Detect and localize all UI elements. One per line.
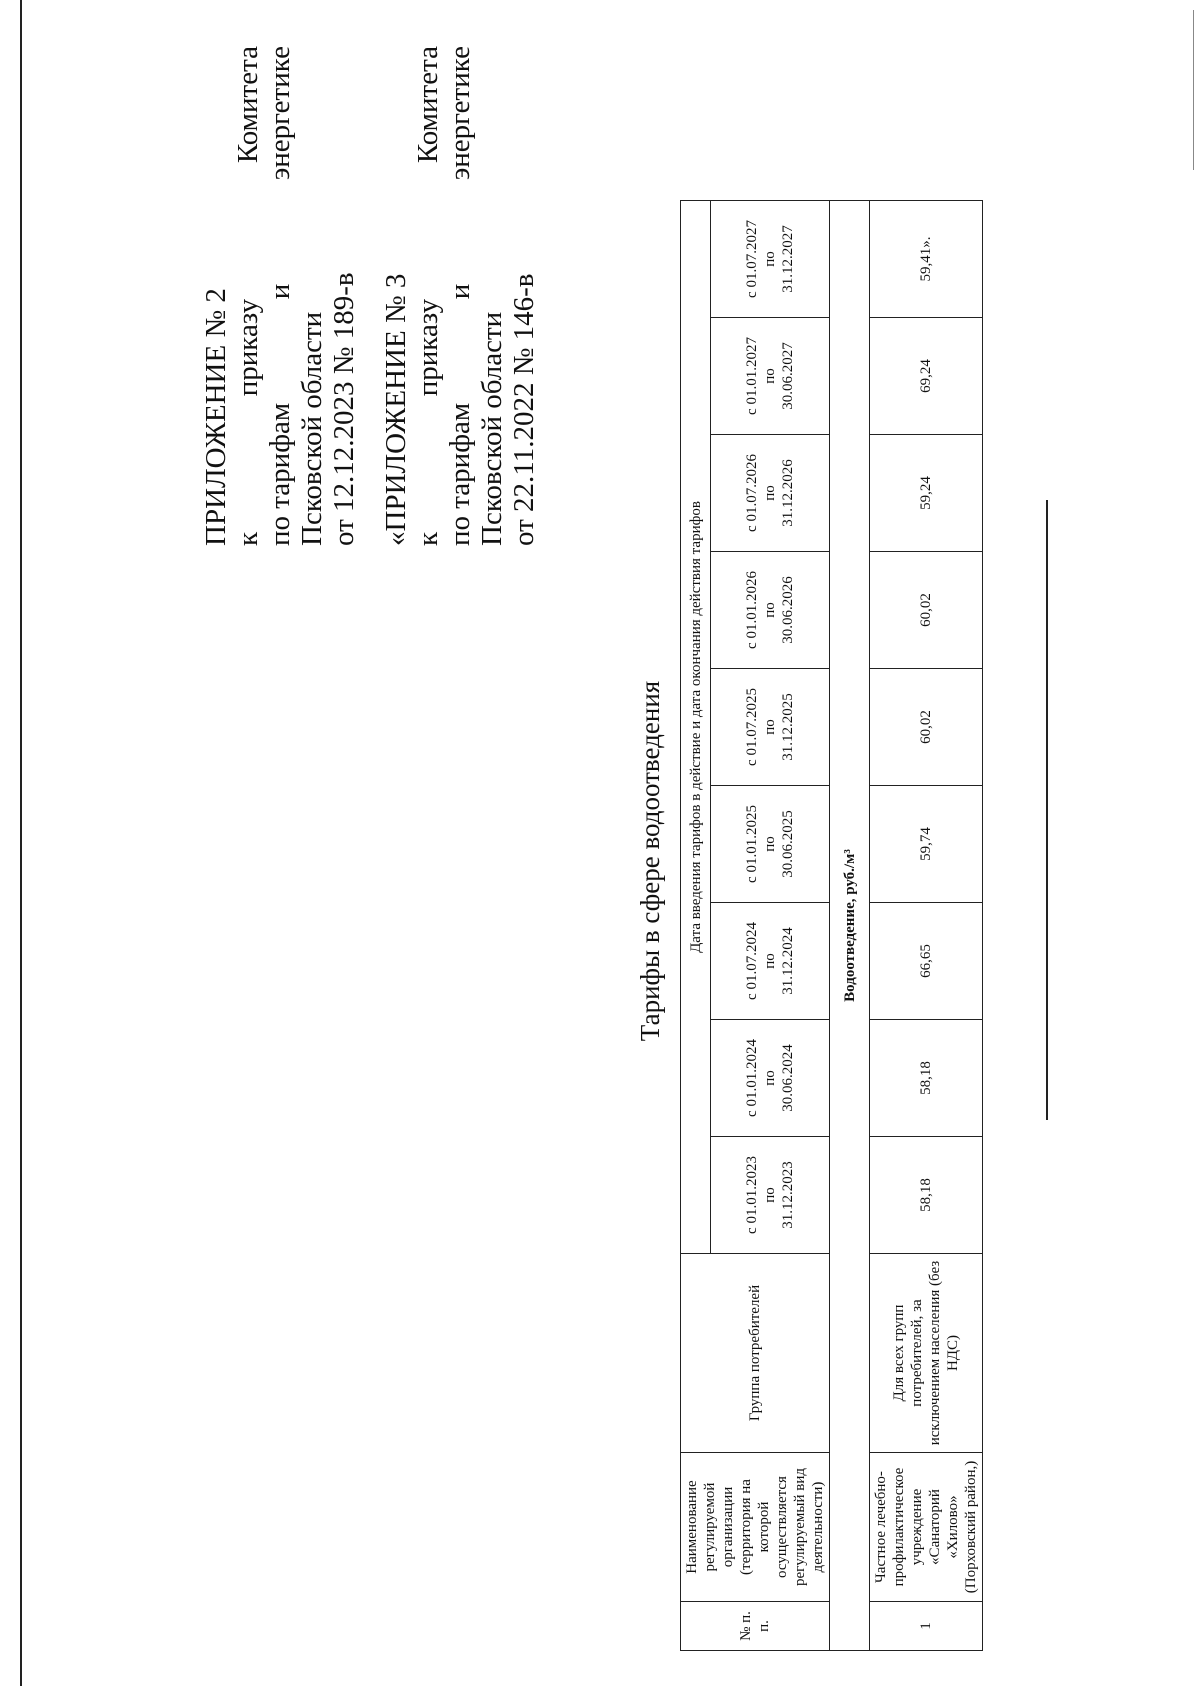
- appendix-word: и: [264, 283, 296, 300]
- period-to: 31.12.2026: [780, 459, 797, 527]
- period-to: 31.12.2024: [780, 927, 797, 995]
- appendix-word: по тарифам: [264, 402, 296, 546]
- period-by: по: [762, 1187, 779, 1203]
- appendix-word: к: [232, 531, 264, 546]
- period-header-cell: [711, 552, 830, 669]
- appendix-word: Комитета: [412, 46, 444, 164]
- scan-artifact-line-right: [1193, 10, 1194, 170]
- period-to: 30.06.2025: [780, 810, 797, 878]
- period-from: с 01.01.2027: [744, 337, 761, 415]
- header-number: № п. п.: [681, 1602, 830, 1651]
- tariff-value: 59,24: [870, 435, 983, 552]
- period-from: с 01.07.2025: [744, 688, 761, 766]
- period-by: по: [762, 953, 779, 969]
- appendix-word: энергетике: [264, 46, 296, 181]
- appendix-block-current: [200, 46, 360, 546]
- period-to: 30.06.2027: [780, 342, 797, 410]
- appendix-order-date: от 12.12.2023 № 189-в: [328, 272, 360, 546]
- period-header-cell: [711, 903, 830, 1020]
- period-from: с 01.07.2026: [744, 454, 761, 532]
- appendix-order-line: [232, 46, 264, 546]
- appendix-order-line: [412, 46, 444, 546]
- period-by: по: [762, 602, 779, 618]
- period-from: с 01.07.2027: [744, 220, 761, 298]
- row-consumer-group: Для всех групп потребителей, за исключением населения (без НДС): [870, 1254, 983, 1453]
- period-by: по: [762, 368, 779, 384]
- appendix-word: и: [444, 283, 476, 300]
- appendix-word: по тарифам: [444, 402, 476, 546]
- appendix-committee-line: [444, 46, 476, 546]
- tariff-table: [680, 200, 983, 1651]
- period-by: по: [762, 719, 779, 735]
- tariff-value: 60,02: [870, 669, 983, 786]
- period-to: 31.12.2027: [780, 225, 797, 293]
- period-to: 31.12.2025: [780, 693, 797, 761]
- period-from: с 01.01.2023: [744, 1156, 761, 1234]
- tariff-value: 60,02: [870, 552, 983, 669]
- header-consumer-group: Группа потребителей: [681, 1254, 830, 1453]
- period-to: 30.06.2024: [780, 1044, 797, 1112]
- period-header-cell: [711, 435, 830, 552]
- period-from: с 01.01.2024: [744, 1039, 761, 1117]
- period-header-cell: [711, 669, 830, 786]
- appendix-word: к: [412, 531, 444, 546]
- period-from: с 01.01.2025: [744, 805, 761, 883]
- tariff-value: 58,18: [870, 1020, 983, 1137]
- period-from: с 01.07.2024: [744, 922, 761, 1000]
- document-title: Тарифы в сфере водоотведения: [635, 680, 665, 1042]
- period-to: 31.12.2023: [780, 1161, 797, 1229]
- appendix-block-amended: [380, 46, 540, 546]
- appendix-word: приказу: [412, 298, 444, 397]
- period-by: по: [762, 836, 779, 852]
- row-number: 1: [870, 1602, 983, 1651]
- tariff-value: 69,24: [870, 318, 983, 435]
- tariff-value: 66,65: [870, 903, 983, 1020]
- tariff-value: 59,41».: [870, 201, 983, 318]
- period-header-cell: [711, 201, 830, 318]
- appendix-region: Псковской области: [296, 311, 328, 546]
- appendix-committee-line: [264, 46, 296, 546]
- appendix-title: «ПРИЛОЖЕНИЕ № 3: [380, 273, 412, 546]
- tariff-value: 58,18: [870, 1137, 983, 1254]
- header-dates: Дата введения тарифов в действие и дата окончания действия тарифов: [681, 201, 711, 1254]
- appendix-order-date: от 22.11.2022 № 146-в: [508, 273, 540, 546]
- appendix-word: энергетике: [444, 46, 476, 181]
- period-by: по: [762, 485, 779, 501]
- table-section-row: [830, 201, 870, 1651]
- appendix-word: приказу: [232, 298, 264, 397]
- appendix-region: Псковской области: [476, 311, 508, 546]
- period-header-cell: [711, 1137, 830, 1254]
- period-by: по: [762, 251, 779, 267]
- period-header-cell: [711, 786, 830, 903]
- period-header-cell: [711, 1020, 830, 1137]
- period-by: по: [762, 1070, 779, 1086]
- table-header-row: [681, 201, 711, 1651]
- appendix-word: Комитета: [232, 46, 264, 164]
- appendix-title: ПРИЛОЖЕНИЕ № 2: [200, 288, 232, 546]
- rotated-page: [10, 6, 1190, 1686]
- period-to: 30.06.2026: [780, 576, 797, 644]
- table-row: [870, 201, 983, 1651]
- period-from: с 01.01.2026: [744, 571, 761, 649]
- period-header-cell: [711, 318, 830, 435]
- tariff-value: 59,74: [870, 786, 983, 903]
- header-organization: Наименование регулируемой организации (территория на которой осуществляется регулируемый вид деятельности): [681, 1453, 830, 1602]
- section-label: Водоотведение, руб./м³: [830, 201, 870, 1651]
- row-organization: Частное лечебно-профилактическое учреждение «Санаторий «Хилово» (Порховский район,): [870, 1453, 983, 1602]
